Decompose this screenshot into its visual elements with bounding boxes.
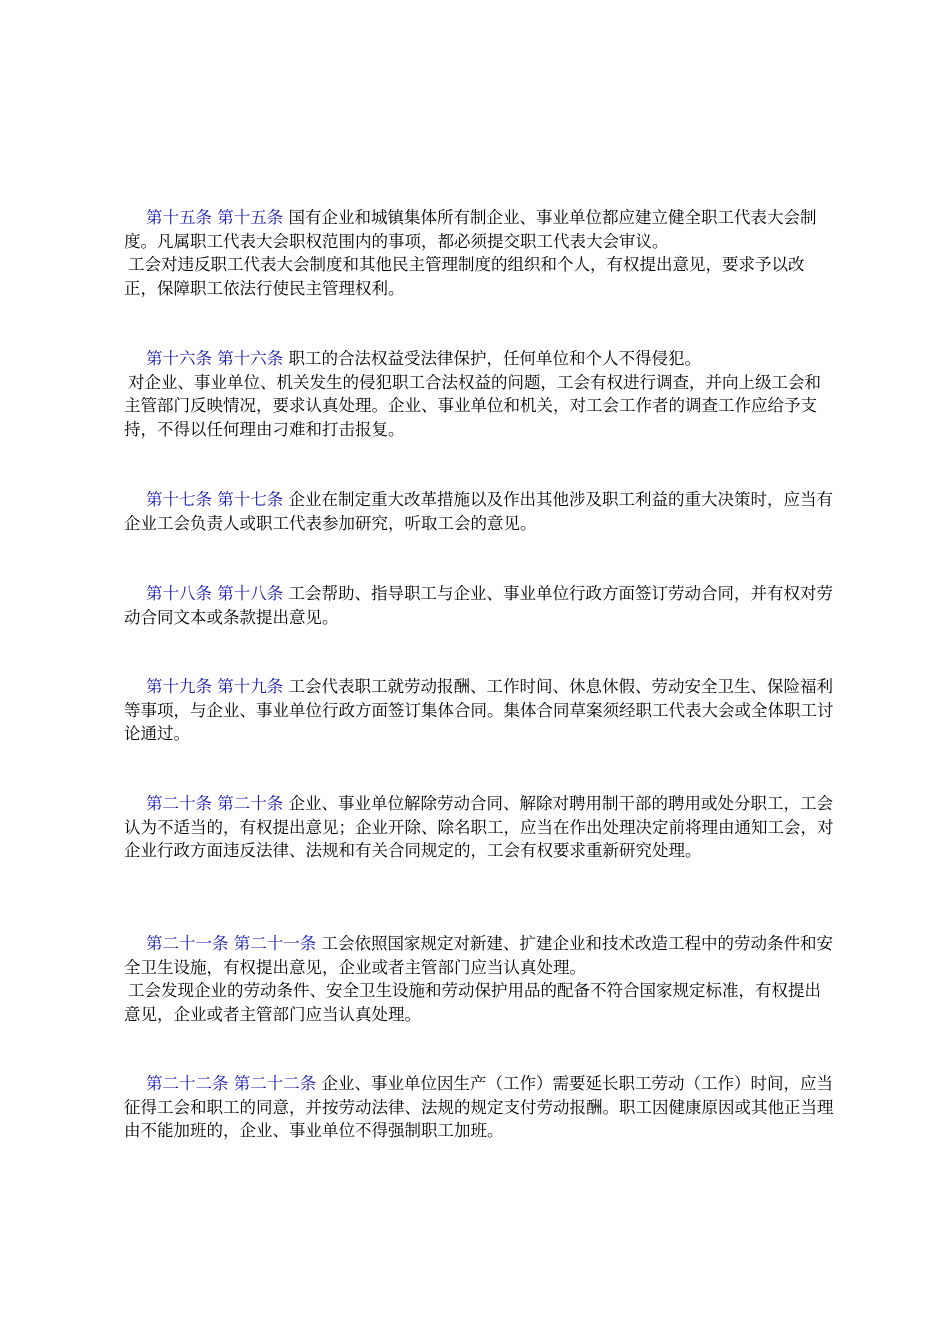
article-paragraph: 对企业、事业单位、机关发生的侵犯职工合法权益的问题，工会有权进行调查，并向上级工会和主管部门反映情况，要求认真处理。企业、事业单位和机关，对工会工作者的调查工作应给予支持，不得以任何理由刁难和打击报复。: [124, 372, 821, 439]
article-label: 第十七条 第十七条: [146, 490, 284, 509]
article-text: 企业、事业单位因生产（工作）需要延长职工劳动（工作）时间，应当征得工会和职工的同意，并按劳动法律、法规的规定支付劳动报酬。职工因健康原因或其他正当理由不能加班的，企业、事业单位不得强制职工加班。: [124, 1074, 834, 1140]
article-label: 第十六条 第十六条: [146, 349, 284, 368]
article-paragraph: 工会对违反职工代表大会制度和其他民主管理制度的组织和个人，有权提出意见，要求予以改正，保障职工依法行使民主管理权利。: [124, 255, 805, 298]
article-20: [124, 792, 834, 863]
article-text: 工会代表职工就劳动报酬、工作时间、休息休假、劳动安全卫生、保险福利等事项，与企业、事业单位行政方面签订集体合同。集体合同草案须经职工代表大会或全体职工讨论通过。: [124, 677, 834, 743]
article-text: 工会依照国家规定对新建、扩建企业和技术改造工程中的劳动条件和安全卫生设施，有权提出意见，企业或者主管部门应当认真处理。: [124, 934, 833, 977]
article-16: [124, 347, 834, 441]
article-15: [124, 206, 834, 300]
article-text: 国有企业和城镇集体所有制企业、事业单位都应建立健全职工代表大会制度。凡属职工代表大会职权范围内的事项，都必须提交职工代表大会审议。: [124, 208, 817, 251]
article-17: [124, 488, 834, 535]
article-paragraph: [124, 488, 834, 535]
article-paragraph: [124, 582, 834, 629]
article-paragraph: [124, 792, 834, 863]
article-paragraph: [124, 347, 834, 371]
article-paragraph: [124, 1072, 834, 1143]
article-paragraph: [124, 932, 834, 979]
article-paragraph: [124, 675, 834, 746]
article-label: 第二十一条 第二十一条: [146, 934, 317, 953]
article-18: [124, 582, 834, 629]
article-text: 企业、事业单位解除劳动合同、解除对聘用制干部的聘用或处分职工，工会认为不适当的，有权提出意见；企业开除、除名职工，应当在作出处理决定前将理由通知工会，对企业行政方面违反法律、法规和有关合同规定的，工会有权要求重新研究处理。: [124, 794, 834, 860]
article-22: [124, 1072, 834, 1143]
article-label: 第二十条 第二十条: [146, 794, 284, 813]
article-19: [124, 675, 834, 746]
article-paragraph: [124, 206, 834, 253]
article-text: 工会帮助、指导职工与企业、事业单位行政方面签订劳动合同，并有权对劳动合同文本或条款提出意见。: [124, 584, 833, 627]
article-label: 第二十二条 第二十二条: [146, 1074, 317, 1093]
article-21: [124, 932, 834, 1026]
article-text: 职工的合法权益受法律保护，任何单位和个人不得侵犯。: [288, 349, 701, 368]
article-label: 第十五条 第十五条: [146, 208, 284, 227]
article-text: 企业在制定重大改革措施以及作出其他涉及职工利益的重大决策时，应当有企业工会负责人或职工代表参加研究，听取工会的意见。: [124, 490, 833, 533]
article-paragraph: 工会发现企业的劳动条件、安全卫生设施和劳动保护用品的配备不符合国家规定标准，有权提出意见，企业或者主管部门应当认真处理。: [124, 981, 821, 1024]
article-label: 第十八条 第十八条: [146, 584, 284, 603]
article-label: 第十九条 第十九条: [146, 677, 284, 696]
